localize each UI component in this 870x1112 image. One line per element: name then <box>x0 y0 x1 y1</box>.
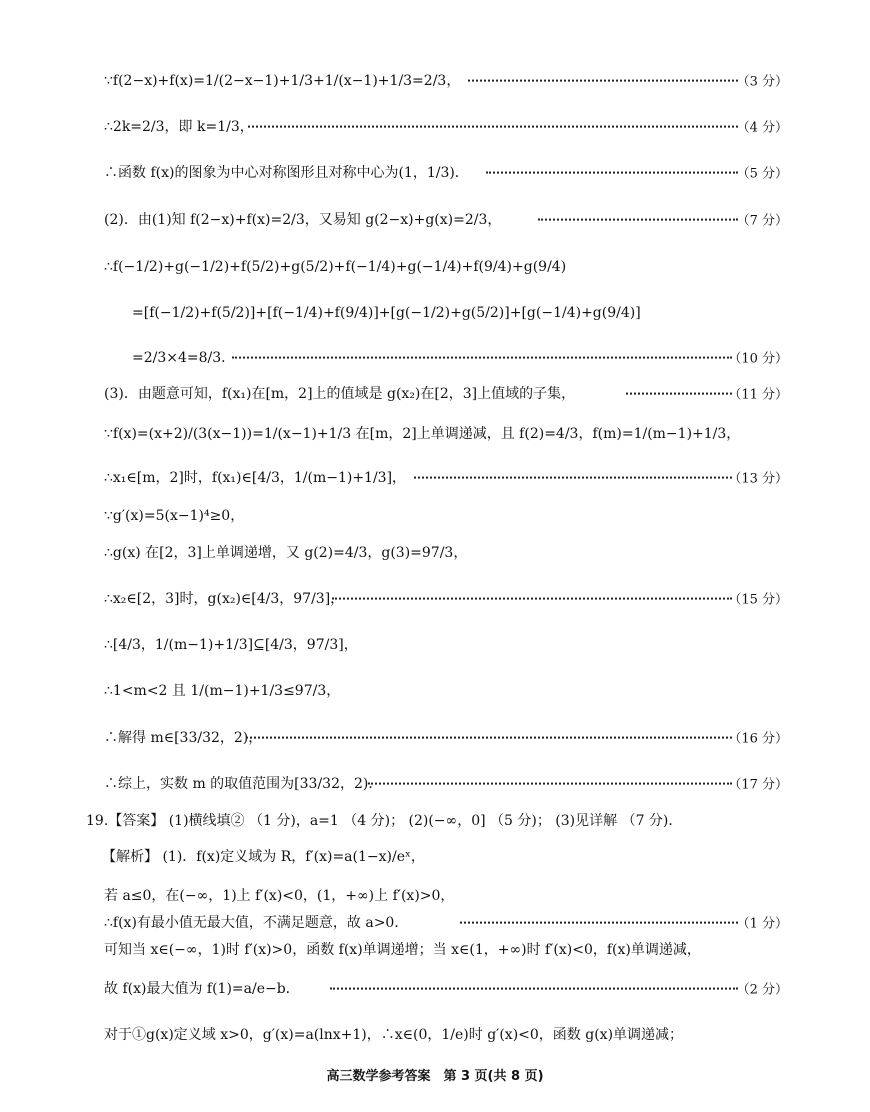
solution-line-4 <box>0 199 870 239</box>
dot-leader <box>486 172 738 174</box>
dot-leader <box>460 922 738 924</box>
dot-leader <box>538 219 738 221</box>
solution-line-15 <box>0 670 870 710</box>
solution-line-9 <box>0 413 870 453</box>
line-text: ∵f(x)=(x+2)/(3(x−1))=1/(x−1)+1/3 在[m，2]上单调递减，且 f(2)=4/3，f(m)=1/(m−1)+1/3， <box>104 426 741 442</box>
solution-line-2 <box>0 106 870 146</box>
answer-line <box>0 800 870 840</box>
dot-leader <box>248 126 738 128</box>
line-text: ∴1<m<2 且 1/(m−1)+1/3≤97/3， <box>104 683 341 699</box>
solution-line-6 <box>0 293 870 333</box>
score-label: （3 分） <box>736 74 788 90</box>
line-text: ∴f(x)有最小值无最大值，不满足题意，故 a>0． <box>104 915 409 931</box>
line-text: ∴x₁∈[m，2]时，f(x₁)∈[4/3，1/(m−1)+1/3]， <box>104 470 407 486</box>
line-text: (3)．由题意可知，f(x₁)在[m，2]上的值域是 g(x₂)在[2，3]上值域的子集， <box>104 386 576 402</box>
dot-leader <box>232 357 732 359</box>
line-text: =2/3×4=8/3． <box>132 350 236 366</box>
solution-line-8 <box>0 373 870 413</box>
solution-line-7 <box>0 337 870 377</box>
solution-line-1 <box>0 60 870 100</box>
analysis-line-4 <box>0 929 870 969</box>
dot-leader <box>368 783 732 785</box>
line-text: ∴综上，实数 m 的取值范围为[33/32，2)． <box>104 776 383 792</box>
score-label: （16 分） <box>728 731 788 747</box>
line-text: ∴解得 m∈[33/32，2)， <box>104 730 263 746</box>
line-text: (2)．由(1)知 f(2−x)+f(x)=2/3，又易知 g(2−x)+g(x)=2/3， <box>104 212 502 228</box>
line-text: ∴函数 f(x)的图象为中心对称图形且对称中心为(1，1/3)． <box>104 165 469 181</box>
score-label: （11 分） <box>728 387 788 403</box>
dot-leader <box>332 598 732 600</box>
line-text: 故 f(x)最大值为 f(1)=a/e−b． <box>104 981 300 997</box>
solution-line-10 <box>0 457 870 497</box>
line-text: 可知当 x∈(−∞，1)时 f′(x)>0，函数 f(x)单调递增；当 x∈(1，+∞)时 f′(x)<0，f(x)单调递减， <box>104 942 701 958</box>
solution-line-11 <box>0 495 870 535</box>
score-label: （2 分） <box>736 982 788 998</box>
dot-leader <box>468 80 738 82</box>
analysis-line-6 <box>0 1014 870 1054</box>
line-text: ∵f(2−x)+f(x)=1/(2−x−1)+1/3+1/(x−1)+1/3=2/3， <box>104 73 461 89</box>
score-label: （13 分） <box>728 471 788 487</box>
analysis-line-5 <box>0 968 870 1008</box>
line-text: ∴[4/3，1/(m−1)+1/3]⊆[4/3，97/3]， <box>104 637 358 653</box>
solution-line-5 <box>0 247 870 287</box>
solution-line-3 <box>0 152 870 192</box>
dot-leader <box>626 393 732 395</box>
solution-line-13 <box>0 578 870 618</box>
solution-line-14 <box>0 624 870 664</box>
line-text: ∴2k=2/3，即 k=1/3， <box>104 119 254 135</box>
solution-line-16 <box>0 717 870 757</box>
page-footer: 高三数学参考答案 第 3 页(共 8 页) <box>326 1069 544 1084</box>
dot-leader <box>330 988 738 990</box>
line-text: =[f(−1/2)+f(5/2)]+[f(−1/4)+f(9/4)]+[g(−1/2)+g(5/2)]+[g(−1/4)+g(9/4)] <box>132 305 641 321</box>
solution-line-12 <box>0 532 870 572</box>
dot-leader <box>414 477 732 479</box>
line-text: 对于①g(x)定义域 x>0，g′(x)=a(lnx+1)，∴x∈(0，1/e)时 g′(x)<0，函数 g(x)单调递减； <box>104 1027 684 1043</box>
line-text: ∴g(x) 在[2，3]上单调递增，又 g(2)=4/3，g(3)=97/3， <box>104 545 468 561</box>
line-text: 【解析】 (1)．f(x)定义域为 R，f′(x)=a(1−x)/eˣ， <box>102 849 425 865</box>
score-label: （7 分） <box>736 213 788 229</box>
solution-line-17 <box>0 763 870 803</box>
score-label: （1 分） <box>736 916 788 932</box>
score-label: （17 分） <box>728 777 788 793</box>
line-text: ∵g′(x)=5(x−1)⁴≥0， <box>104 508 245 524</box>
score-label: （15 分） <box>728 592 788 608</box>
score-label: （5 分） <box>736 166 788 182</box>
score-label: （4 分） <box>736 120 788 136</box>
score-label: （10 分） <box>728 351 788 367</box>
line-text: 若 a≤0，在(−∞，1)上 f′(x)<0，(1，+∞)上 f′(x)>0， <box>104 888 455 904</box>
analysis-line-1 <box>0 836 870 876</box>
line-text: 19.【答案】 (1)横线填② （1 分)，a=1 （4 分)； (2)(−∞，0] （5 分)； (3)见详解 （7 分)． <box>86 813 683 829</box>
dot-leader <box>246 737 732 739</box>
line-text: ∴x₂∈[2，3]时，g(x₂)∈[4/3，97/3]， <box>104 591 345 607</box>
line-text: ∴f(−1/2)+g(−1/2)+f(5/2)+g(5/2)+f(−1/4)+g(−1/4)+f(9/4)+g(9/4) <box>104 259 567 275</box>
